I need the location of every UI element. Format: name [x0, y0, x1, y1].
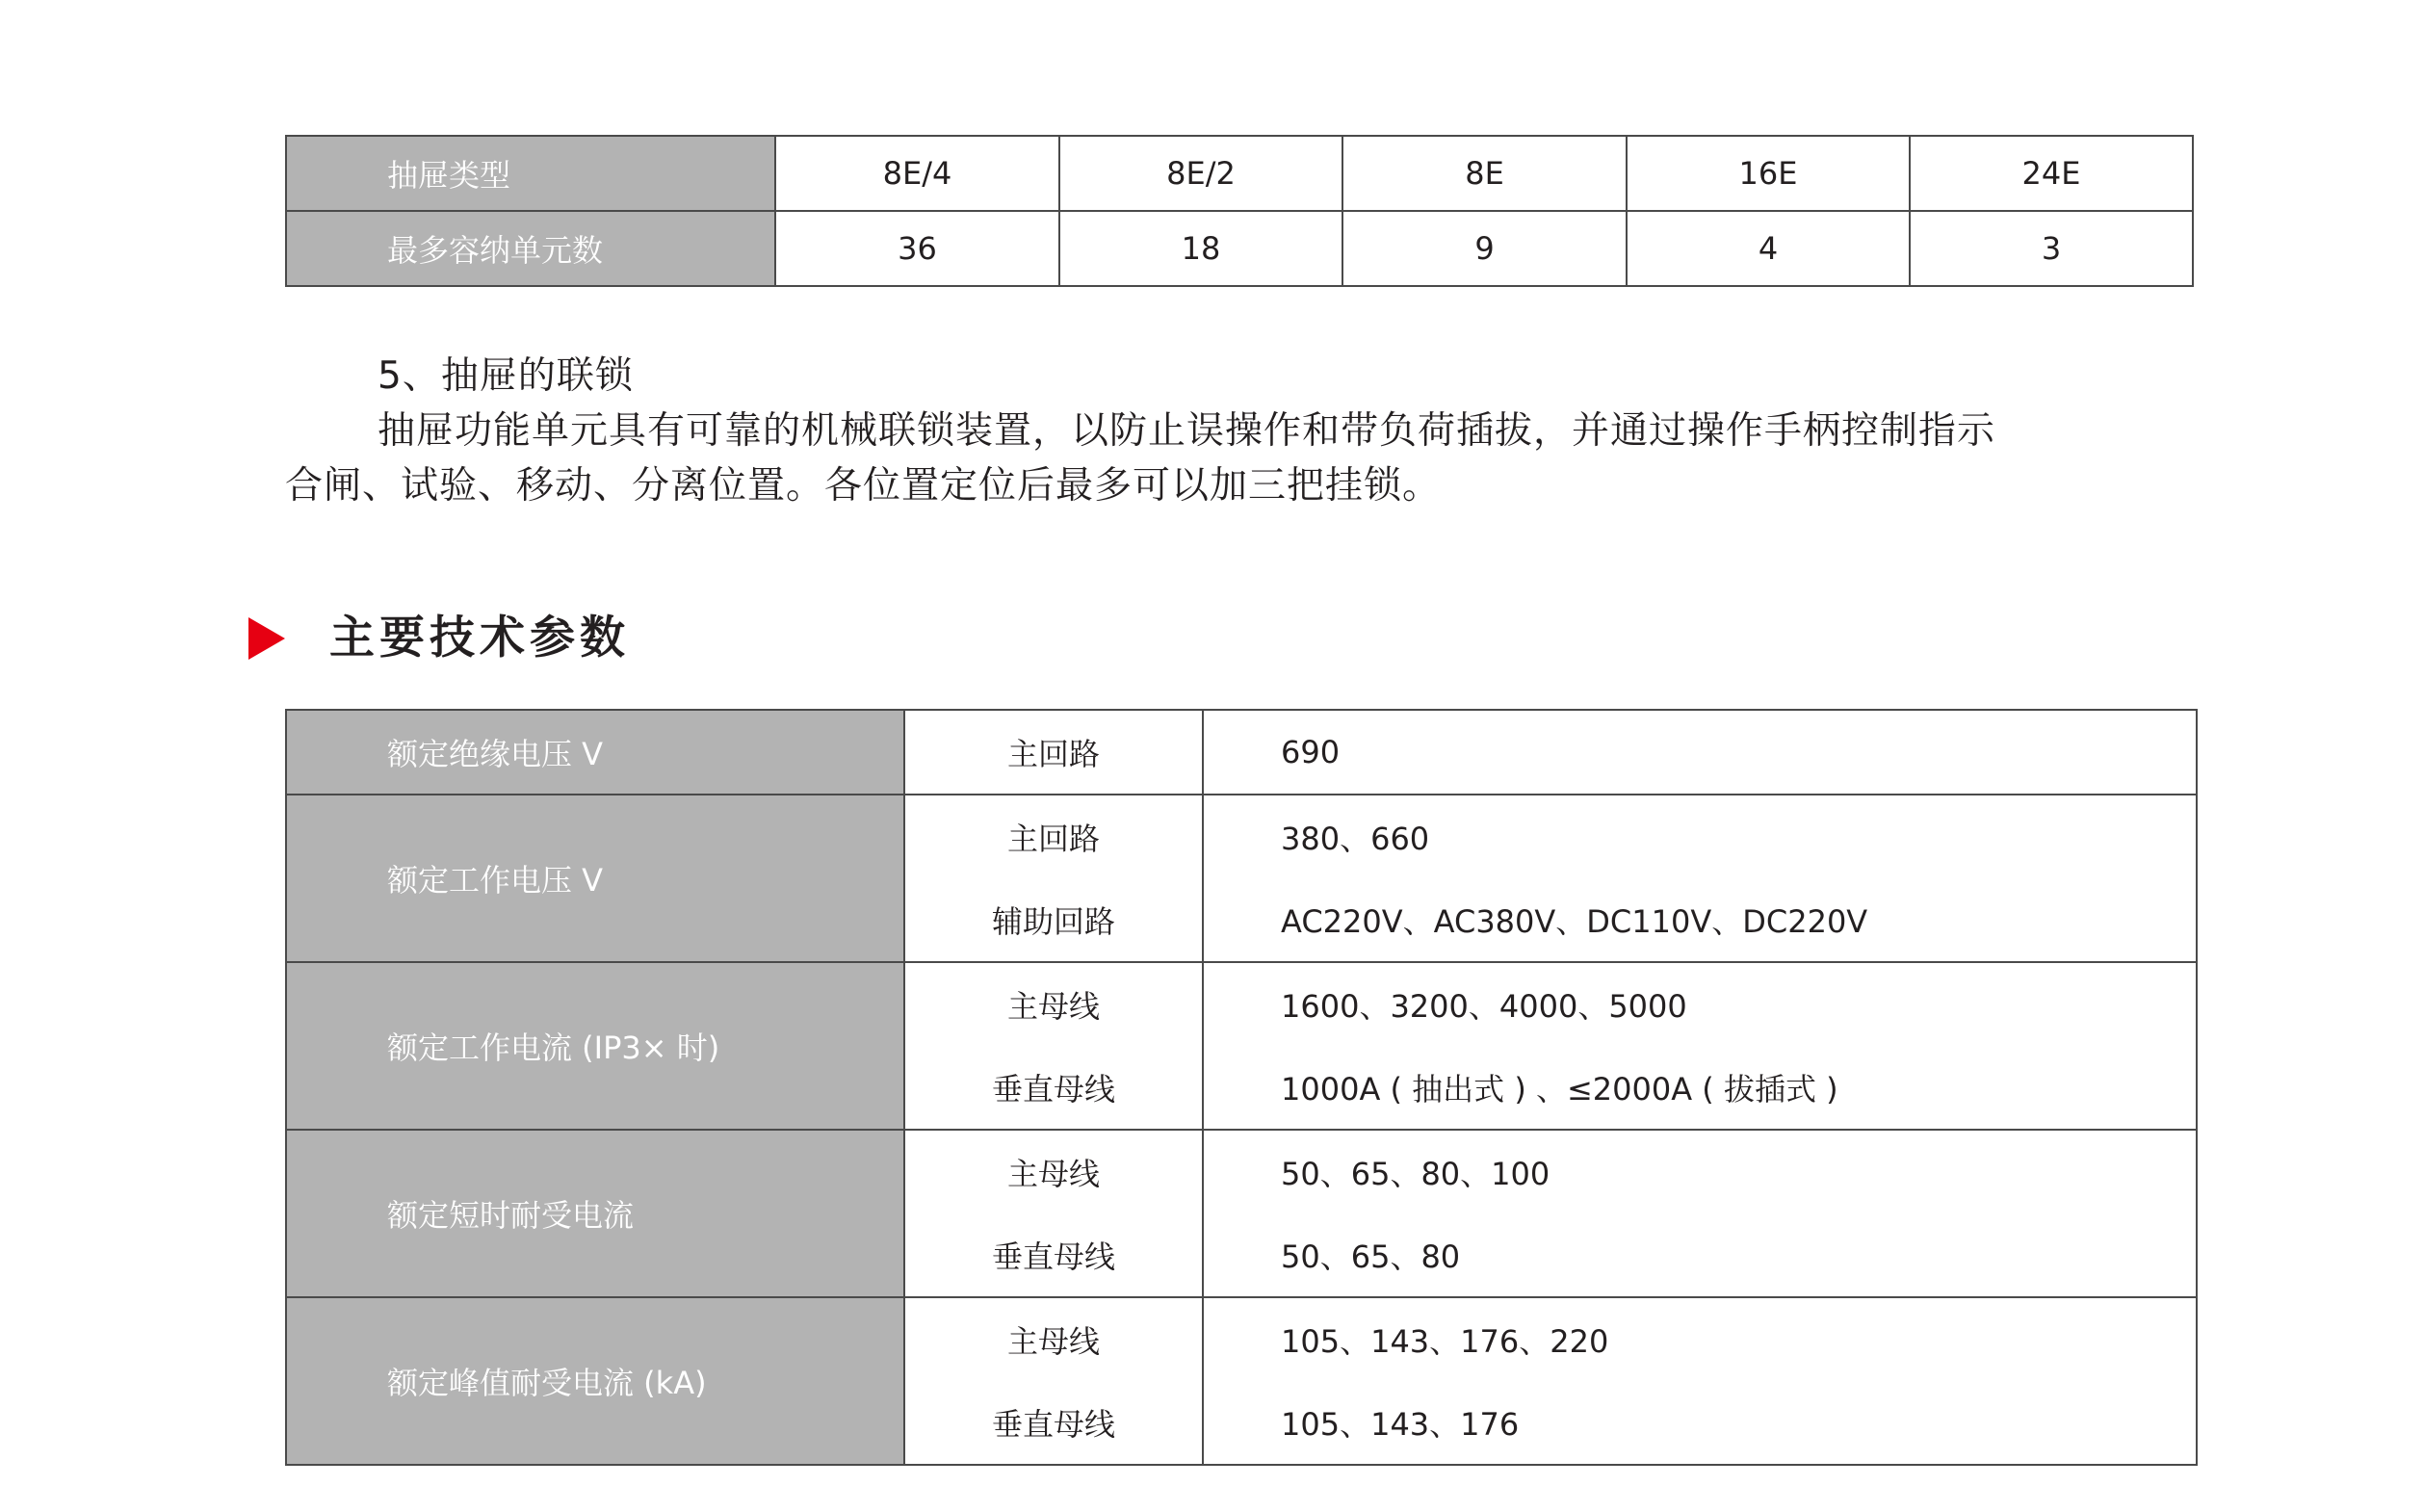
table-row: [286, 1130, 2197, 1213]
param-value: 380、660: [1203, 795, 2197, 878]
param-label: 额定绝缘电压 V: [286, 710, 904, 795]
param-label: 额定短时耐受电流: [286, 1130, 904, 1297]
drawer-type-cell: 16E: [1627, 136, 1910, 211]
param-sub: 辅助回路: [904, 878, 1203, 962]
drawer-type-cell: 24E: [1910, 136, 2193, 211]
section-heading: 5、抽屉的联锁: [378, 354, 634, 398]
tech-params-table: [285, 709, 2198, 1466]
param-value: 105、143、176: [1203, 1381, 2197, 1465]
param-label: 额定工作电流 (IP3× 时): [286, 962, 904, 1130]
drawer-type-table: [285, 135, 2194, 287]
section-title: 主要技术参数: [329, 612, 630, 665]
paragraph-line: 合闸、试验、移动、分离位置。各位置定位后最多可以加三把挂锁。: [285, 464, 1442, 508]
param-sub: 垂直母线: [904, 1213, 1203, 1297]
param-sub: 主母线: [904, 1297, 1203, 1381]
drawer-type-cell: 8E/2: [1059, 136, 1342, 211]
param-value: 50、65、80: [1203, 1213, 2197, 1297]
table-row: [286, 136, 2193, 211]
param-sub: 垂直母线: [904, 1046, 1203, 1130]
param-value: 105、143、176、220: [1203, 1297, 2197, 1381]
play-arrow-icon: [248, 617, 285, 660]
paragraph-line: 抽屉功能单元具有可靠的机械联锁装置，以防止误操作和带负荷插拔，并通过操作手柄控制指示: [378, 409, 1996, 453]
drawer-type-cell: 8E/4: [775, 136, 1059, 211]
table-row: [286, 1297, 2197, 1381]
max-units-cell: 9: [1342, 211, 1627, 286]
table-row: [286, 962, 2197, 1046]
param-value: 1600、3200、4000、5000: [1203, 962, 2197, 1046]
max-units-cell: 4: [1627, 211, 1910, 286]
param-label: 额定峰值耐受电流 (kA): [286, 1297, 904, 1465]
param-sub: 垂直母线: [904, 1381, 1203, 1465]
param-sub: 主回路: [904, 710, 1203, 795]
table-row: [286, 211, 2193, 286]
param-sub: 主母线: [904, 962, 1203, 1046]
max-units-cell: 18: [1059, 211, 1342, 286]
param-value: 50、65、80、100: [1203, 1130, 2197, 1213]
max-units-cell: 3: [1910, 211, 2193, 286]
drawer-type-cell: 8E: [1342, 136, 1627, 211]
drawer-type-header: 抽屉类型: [286, 136, 775, 211]
param-value: AC220V、AC380V、DC110V、DC220V: [1203, 878, 2197, 962]
max-units-cell: 36: [775, 211, 1059, 286]
param-value: 1000A ( 抽出式 ) 、≤2000A ( 拔插式 ): [1203, 1046, 2197, 1130]
param-sub: 主回路: [904, 795, 1203, 878]
table-row: [286, 710, 2197, 795]
param-label: 额定工作电压 V: [286, 795, 904, 962]
table-row: [286, 795, 2197, 878]
max-units-header: 最多容纳单元数: [286, 211, 775, 286]
param-sub: 主母线: [904, 1130, 1203, 1213]
param-value: 690: [1203, 710, 2197, 795]
